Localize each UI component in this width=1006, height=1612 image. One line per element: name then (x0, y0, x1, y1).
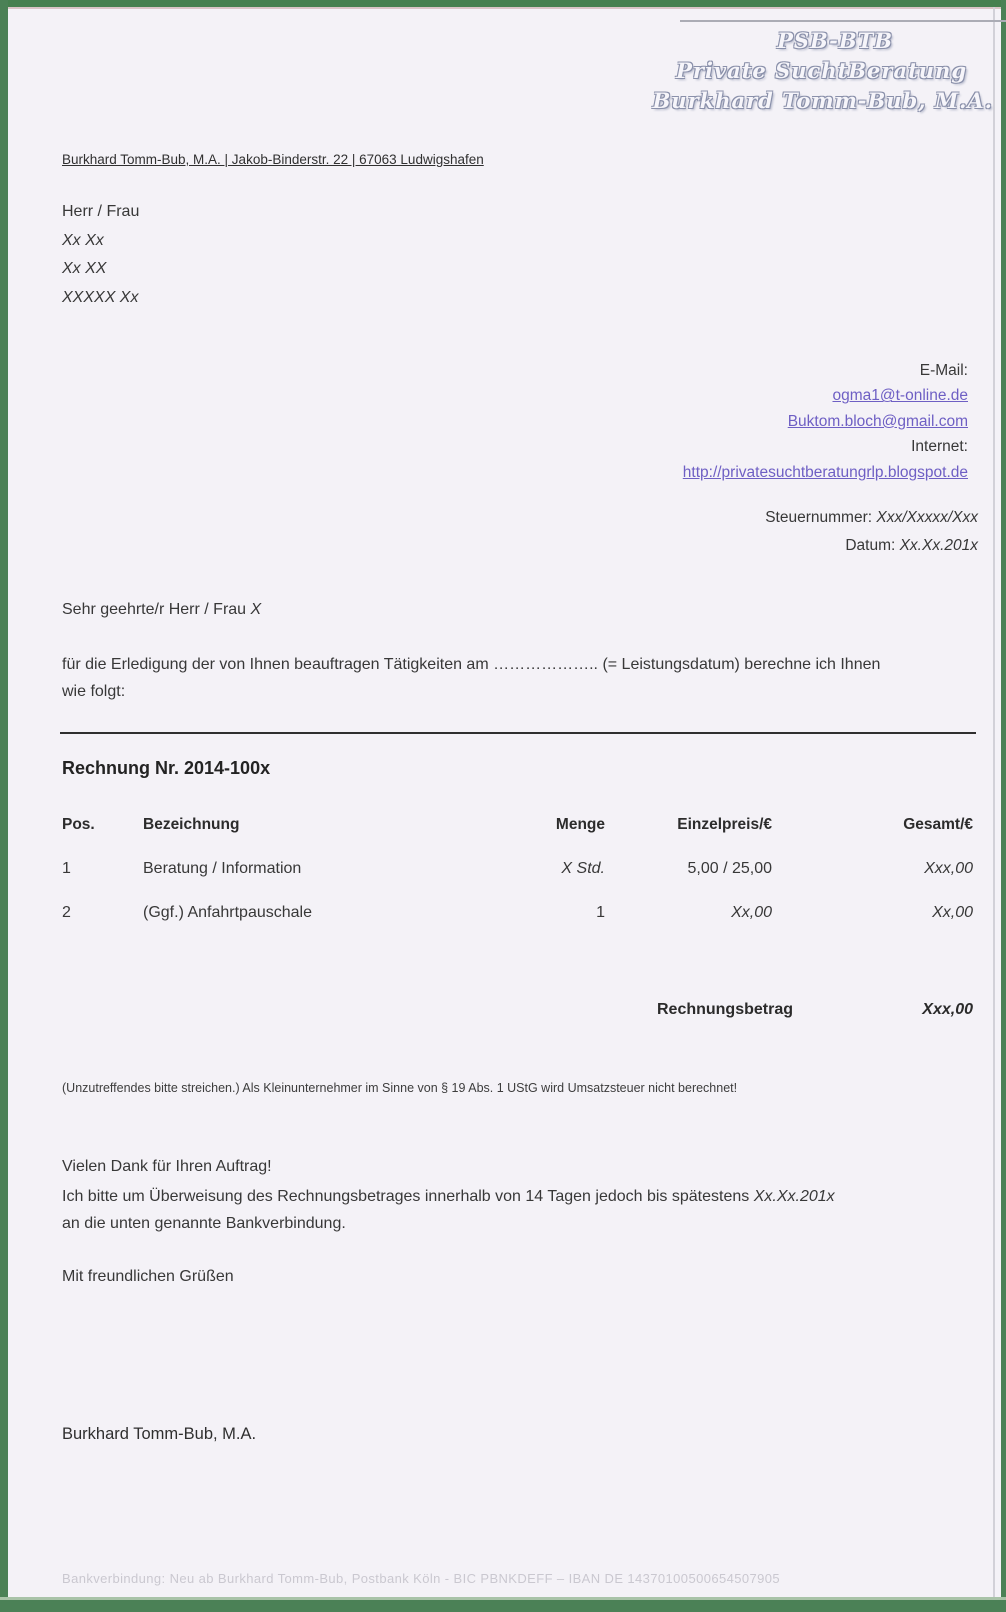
intro-paragraph (62, 651, 974, 705)
recipient-street-placeholder: Xx XX (62, 260, 107, 277)
invoice-total-label: Rechnungsbetrag (656, 1001, 793, 1018)
frame-left (0, 0, 8, 1612)
payment-terms-text: Ich bitte um Überweisung des Rechnungsbetrages innerhalb von 14 Tagen jedoch bis spätestens (62, 1188, 754, 1205)
payment-terms-line (62, 1188, 835, 1206)
email-link-secondary[interactable]: Buktom.bloch@gmail.com (787, 412, 968, 430)
meta-block (765, 504, 978, 559)
row2-pos: 2 (62, 904, 71, 921)
tax-number-label: Steuernummer: (765, 509, 877, 526)
row1-pos: 1 (62, 860, 71, 877)
recipient-block (62, 198, 139, 312)
recipient-city-placeholder: XXXXX Xx (62, 288, 139, 306)
row2-total: Xx,00 (932, 904, 973, 921)
frame-right-hairline (993, 7, 995, 1598)
invoice-title: Rechnung Nr. 2014-100x (62, 758, 271, 778)
sender-address-line: Burkhard Tomm-Bub, M.A. | Jakob-Binderstr. 22 | 67063 Ludwigshafen (62, 152, 484, 167)
section-divider (60, 732, 976, 734)
recipient-name-placeholder: Xx Xx (62, 231, 104, 249)
payment-due-date-placeholder: Xx.Xx.201x (753, 1188, 835, 1205)
bank-details-footer: Bankverbindung: Neu ab Burkhard Tomm-Bub, Postbank Köln - BIC PBNKDEFF – IBAN DE 14370100500654507905 (62, 1571, 780, 1586)
greeting-line (62, 601, 261, 619)
col-header-quantity: Menge (555, 816, 605, 833)
invoice-total-value: Xxx,00 (922, 1001, 973, 1018)
col-header-unit-price: Einzelpreis/€ (677, 816, 772, 833)
email-link-primary[interactable]: ogma1@t-online.de (832, 387, 968, 405)
intro-line-2: wie folgt: (62, 683, 126, 700)
payment-bank-reference-line: an die unten genannte Bankverbindung. (62, 1215, 346, 1232)
logo-company-name: Private SuchtBeratung (676, 58, 967, 83)
frame-top (0, 0, 1006, 7)
logo-acronym: PSB-BTB (777, 28, 893, 53)
email-label: E-Mail: (919, 362, 968, 379)
table-row (62, 860, 973, 882)
internet-label: Internet: (911, 438, 968, 456)
row1-quantity: X Std. (561, 860, 605, 877)
col-header-total: Gesamt/€ (903, 816, 973, 833)
website-link[interactable]: http://privatesuchtberatungrlp.blogspot.de (682, 463, 968, 481)
tax-number-value: Xxx/Xxxxx/Xxx (876, 509, 978, 526)
tax-number-line (765, 504, 978, 532)
row1-unit-price: 5,00 / 25,00 (687, 860, 772, 877)
row1-total: Xxx,00 (924, 860, 973, 877)
regards-line: Mit freundlichen Grüßen (62, 1268, 234, 1285)
small-business-note: (Unzutreffendes bitte streichen.) Als Kleinunternehmer im Sinne von § 19 Abs. 1 UStG wird Umsatzsteuer nicht berechnet! (62, 1081, 738, 1095)
frame-bottom (0, 1600, 1006, 1612)
invoice-total-row (62, 1001, 973, 1025)
logo-owner-name: Burkhard Tomm-Bub, M.A. (652, 88, 993, 113)
greeting-name-placeholder: X (250, 601, 262, 618)
greeting-text: Sehr geehrte/r Herr / Frau (62, 601, 251, 618)
col-header-pos: Pos. (62, 816, 95, 833)
row2-description: (Ggf.) Anfahrtpauschale (143, 904, 312, 921)
row2-quantity: 1 (596, 904, 605, 921)
intro-line-1: für die Erledigung der von Ihnen beauftragen Tätigkeiten am ……………….. (= Leistungsdatum) berechne ich Ihnen (62, 656, 881, 673)
row1-description: Beratung / Information (143, 860, 302, 877)
frame-right (1001, 0, 1006, 1612)
company-logo (653, 26, 993, 116)
frame-top-hairline (0, 7, 1006, 9)
header-divider (680, 20, 1006, 22)
date-value: Xx.Xx.201x (899, 536, 978, 554)
signature-name: Burkhard Tomm-Bub, M.A. (62, 1425, 257, 1443)
table-header-row (62, 816, 973, 838)
date-line (765, 532, 978, 560)
date-label: Datum: (845, 536, 900, 554)
col-header-description: Bezeichnung (143, 816, 240, 833)
recipient-salutation: Herr / Frau (62, 203, 140, 220)
thanks-line: Vielen Dank für Ihren Auftrag! (62, 1158, 272, 1175)
contact-block (683, 358, 968, 485)
row2-unit-price: Xx,00 (731, 904, 772, 921)
table-row (62, 904, 973, 926)
